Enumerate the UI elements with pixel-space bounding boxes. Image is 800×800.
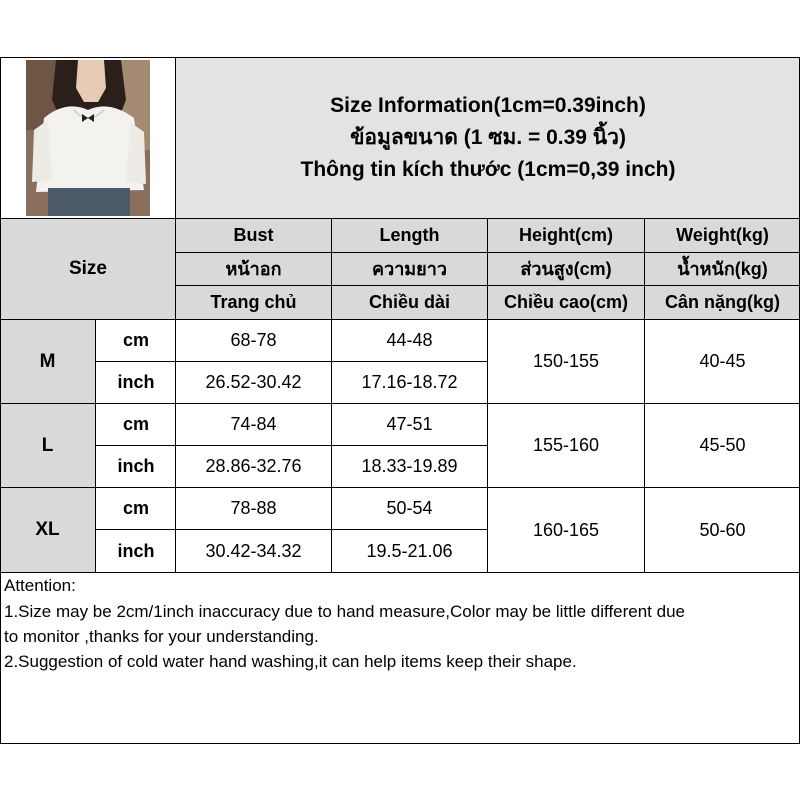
divider-bust-length <box>331 218 332 572</box>
size-l-length-inch: 18.33-19.89 <box>361 456 458 476</box>
size-l-cm-unit: cm <box>122 414 149 434</box>
size-l-label: L <box>41 434 54 456</box>
divider-header-2 <box>176 285 800 286</box>
size-l-bust-cm: 74-84 <box>230 414 277 434</box>
header-length-vi: Chiều dài <box>368 291 450 312</box>
size-xl-weight: 50-60 <box>699 519 746 540</box>
divider-header-1 <box>176 252 800 253</box>
header-bust-th: หน้าอก <box>225 259 282 279</box>
border-left <box>0 57 1 744</box>
title-block <box>176 88 800 188</box>
size-xl-bust-cm: 78-88 <box>230 498 277 518</box>
size-xl-length-inch: 19.5-21.06 <box>366 540 453 561</box>
title-vietnamese: Thông tin kích thước (1cm=0,39 inch) <box>300 158 676 181</box>
size-m-cm-unit: cm <box>122 330 149 350</box>
divider-l-mid <box>96 445 488 446</box>
size-m-label: M <box>39 350 56 372</box>
header-weight-vi: Cân nặng(kg) <box>665 291 780 312</box>
divider-title-bottom <box>0 218 800 219</box>
header-weight-en: Weight(kg) <box>676 225 769 245</box>
size-m-inch-unit: inch <box>117 372 155 392</box>
size-l-height: 155-160 <box>532 435 600 455</box>
size-l-length-cm: 47-51 <box>386 414 433 434</box>
header-weight-th: น้ำหนัก(kg) <box>677 259 768 279</box>
header-bust-vi: Trang chủ <box>210 291 297 312</box>
header-size-label: Size <box>68 258 108 279</box>
size-l-bust-inch: 28.86-32.76 <box>205 456 302 476</box>
divider-photo-right <box>175 57 176 572</box>
product-photo <box>26 60 150 216</box>
size-xl-length-cm: 50-54 <box>386 498 433 518</box>
title-thai: ข้อมูลขนาด (1 ซม. = 0.39 นิ้ว) <box>350 126 626 149</box>
divider-size-unit <box>95 319 96 572</box>
size-xl-bust-inch: 30.42-34.32 <box>205 540 302 561</box>
size-xl-height: 160-165 <box>532 519 600 540</box>
size-xl-inch-unit: inch <box>117 540 155 561</box>
attention-note-1b: to monitor ,thanks for your understanding. <box>4 627 319 646</box>
header-length-en: Length <box>379 225 440 245</box>
size-xl-cm-unit: cm <box>122 498 149 518</box>
divider-header-bottom <box>0 319 800 320</box>
size-xl-label: XL <box>35 519 60 540</box>
size-m-bust-cm: 68-78 <box>230 330 277 350</box>
header-bust-en: Bust <box>233 225 274 245</box>
product-photo-image <box>26 60 150 216</box>
header-height-en: Height(cm) <box>519 225 613 245</box>
divider-l-bottom <box>0 487 800 488</box>
size-m-length-inch: 17.16-18.72 <box>361 372 458 392</box>
border-bottom <box>0 743 800 744</box>
size-l-inch-unit: inch <box>117 456 155 476</box>
divider-m-bottom <box>0 403 800 404</box>
divider-m-mid <box>96 361 488 362</box>
divider-length-height <box>487 218 488 572</box>
size-m-bust-inch: 26.52-30.42 <box>205 372 302 392</box>
size-m-height: 150-155 <box>532 351 600 371</box>
divider-table-bottom <box>0 572 800 573</box>
header-length-th: ความยาว <box>372 259 447 279</box>
attention-note-1a: 1.Size may be 2cm/1inch inaccuracy due to hand measure,Color may be little different due <box>4 602 685 621</box>
header-height-th: ส่วนสูง(cm) <box>520 259 612 279</box>
size-m-length-cm: 44-48 <box>386 330 433 350</box>
title-english: Size Information(1cm=0.39inch) <box>330 94 646 117</box>
divider-height-weight <box>644 218 645 572</box>
size-m-weight: 40-45 <box>699 351 746 371</box>
attention-note-2: 2.Suggestion of cold water hand washing,it can help items keep their shape. <box>4 652 577 671</box>
divider-xl-mid <box>96 529 488 530</box>
attention-heading: Attention: <box>4 576 76 595</box>
border-top <box>0 57 800 58</box>
header-height-vi: Chiều cao(cm) <box>503 291 629 312</box>
size-l-weight: 45-50 <box>699 435 746 455</box>
